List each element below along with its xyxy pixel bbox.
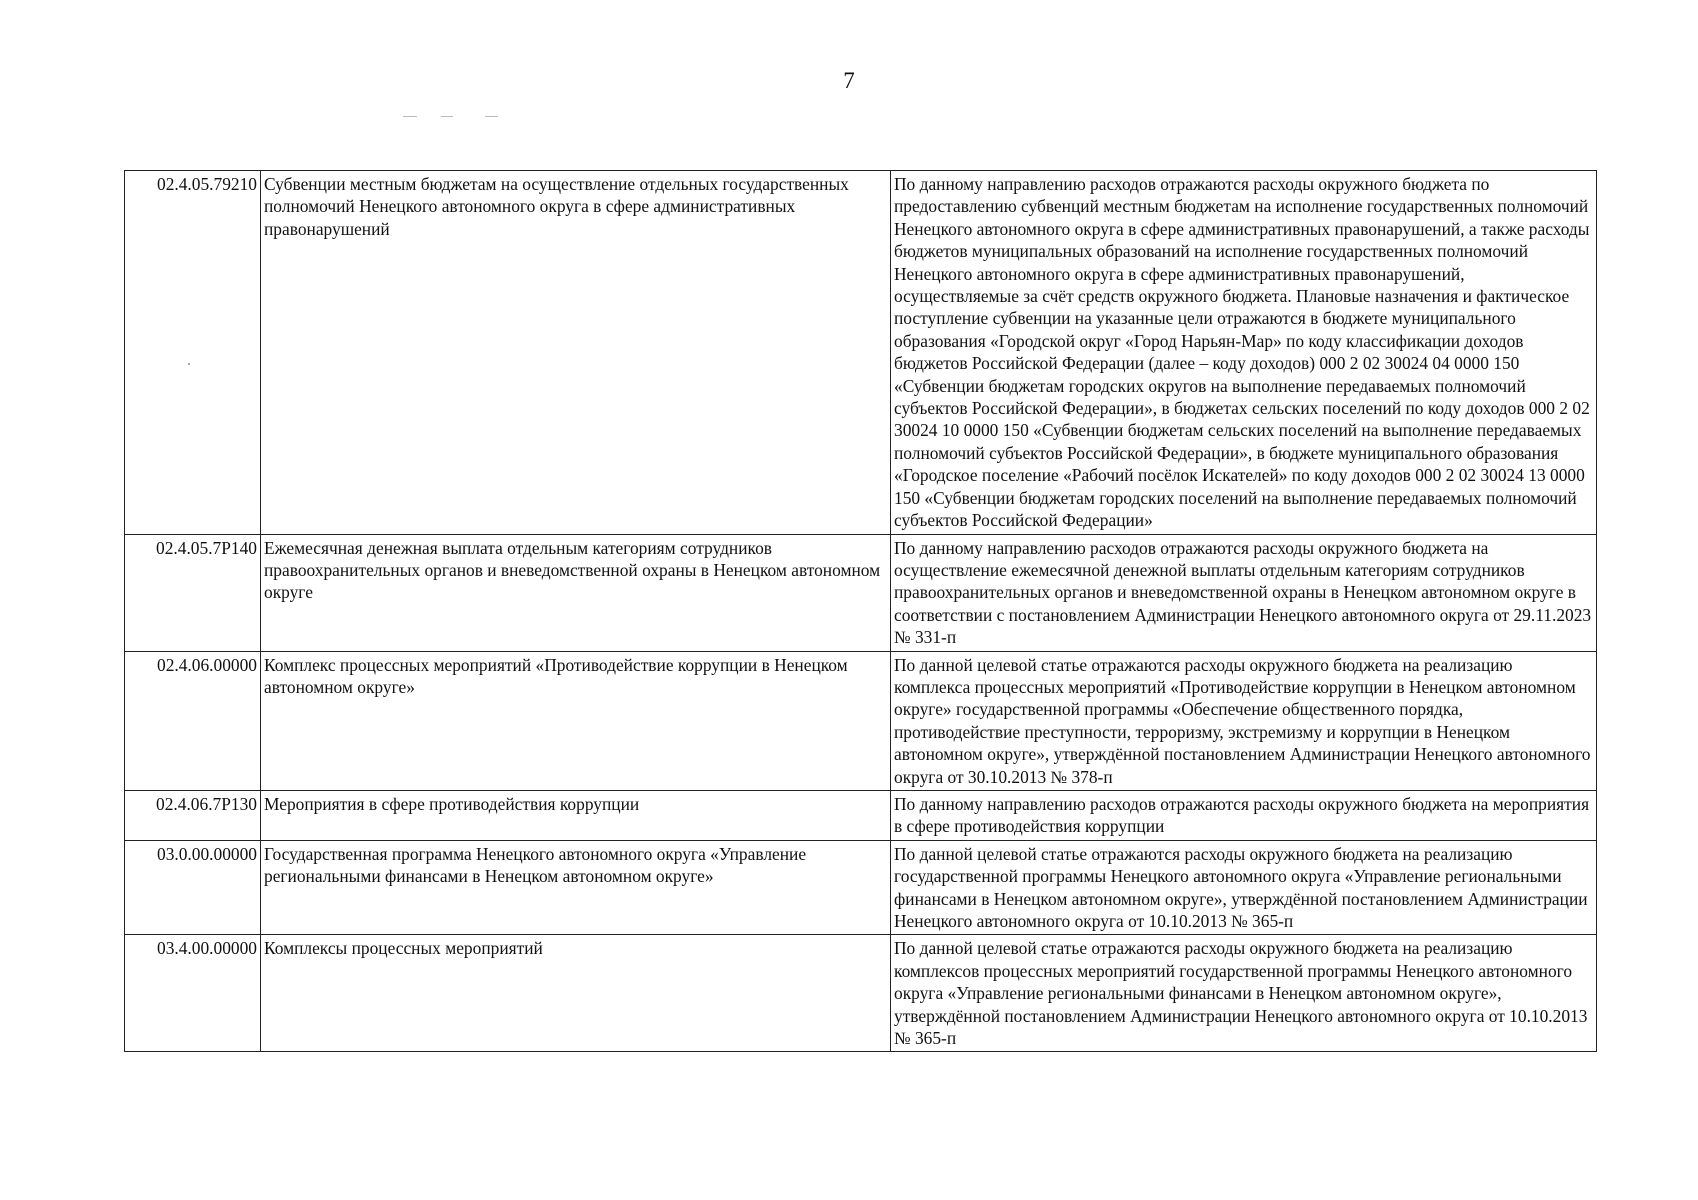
name-cell: Ежемесячная денежная выплата отдельным категориям сотрудников правоохранительных органов и вневедомственной охраны в Ненецком автономном округе bbox=[261, 534, 891, 651]
code-cell: 02.4.05.7Р140 bbox=[125, 534, 261, 651]
code-cell: 02.4.06.7Р130 bbox=[125, 790, 261, 840]
code-cell: 03.4.00.00000 bbox=[125, 935, 261, 1052]
name-cell: Комплекс процессных мероприятий «Противодействие коррупции в Ненецком автономном округе» bbox=[261, 651, 891, 790]
table-row bbox=[125, 171, 1597, 535]
description-cell: По данному направлению расходов отражаются расходы окружного бюджета по предоставлению субвенций местным бюджетам на исполнение государственных полномочий Ненецкого автономного округа в сфере административных правонарушений, а также расходы бюджетов муниципальных образований на исполнение государственных полномочий Ненецкого автономного округа в сфере административных правонарушений, осуществляемые за счёт средств окружного бюджета. Плановые назначения и фактическое поступление субвенции на указанные цели отражаются в бюджете муниципального образования «Городской округ «Город Нарьян-Мар» по коду классификации доходов бюджетов Российской Федерации (далее – коду доходов) 000 2 02 30024 04 0000 150 «Субвенции бюджетам городских округов на выполнение передаваемых полномочий субъектов Российской Федерации», в бюджетах сельских поселений по коду доходов 000 2 02 30024 10 0000 150 «Субвенции бюджетам сельских поселений на выполнение передаваемых полномочий субъектов Российской Федерации», в бюджете муниципального образования «Городское поселение «Рабочий посёлок Искателей» по коду доходов 000 2 02 30024 13 0000 150 «Субвенции бюджетам городских поселений на выполнение передаваемых полномочий субъектов Российской Федерации» bbox=[891, 171, 1597, 535]
name-cell: Комплексы процессных мероприятий bbox=[261, 935, 891, 1052]
description-cell: По данной целевой статье отражаются расходы окружного бюджета на реализацию государственной программы Ненецкого автономного округа «Управление региональными финансами в Ненецком автономном округе», утверждённой постановлением Администрации Ненецкого автономного округа от 10.10.2013 № 365-п bbox=[891, 840, 1597, 935]
code-cell: 02.4.05.79210 bbox=[125, 171, 261, 535]
table-row bbox=[125, 790, 1597, 840]
table-row bbox=[125, 935, 1597, 1052]
name-cell: Субвенции местным бюджетам на осуществление отдельных государственных полномочий Ненецкого автономного округа в сфере административных правонарушений bbox=[261, 171, 891, 535]
page-number: 7 bbox=[843, 68, 855, 93]
description-cell: По данной целевой статье отражаются расходы окружного бюджета на реализацию комплексов процессных мероприятий государственной программы Ненецкого автономного округа «Управление региональными финансами в Ненецком автономном округе», утверждённой постановлением Администрации Ненецкого автономного округа от 10.10.2013 № 365-п bbox=[891, 935, 1597, 1052]
table-row bbox=[125, 651, 1597, 790]
name-cell: Государственная программа Ненецкого автономного округа «Управление региональными финансами в Ненецком автономном округе» bbox=[261, 840, 891, 935]
name-cell: Мероприятия в сфере противодействия коррупции bbox=[261, 790, 891, 840]
description-cell: По данной целевой статье отражаются расходы окружного бюджета на реализацию комплекса процессных мероприятий «Противодействие коррупции в Ненецком автономном округе» государственной программы «Обеспечение общественного порядка, противодействие преступности, терроризму, экстремизму и коррупции в Ненецком автономном округе», утверждённой постановлением Администрации Ненецкого автономного округа от 30.10.2013 № 378-п bbox=[891, 651, 1597, 790]
code-cell: 03.0.00.00000 bbox=[125, 840, 261, 935]
scan-mark bbox=[403, 116, 498, 117]
budget-classification-table bbox=[124, 170, 1597, 1052]
code-cell: 02.4.06.00000 bbox=[125, 651, 261, 790]
description-cell: По данному направлению расходов отражаются расходы окружного бюджета на мероприятия в сфере противодействия коррупции bbox=[891, 790, 1597, 840]
description-cell: По данному направлению расходов отражаются расходы окружного бюджета на осуществление ежемесячной денежной выплаты отдельным категориям сотрудников правоохранительных органов и вневедомственной охраны в Ненецком автономном округе в соответствии с постановлением Администрации Ненецкого автономного округа от 29.11.2023 № 331-п bbox=[891, 534, 1597, 651]
table-row bbox=[125, 534, 1597, 651]
table-row bbox=[125, 840, 1597, 935]
